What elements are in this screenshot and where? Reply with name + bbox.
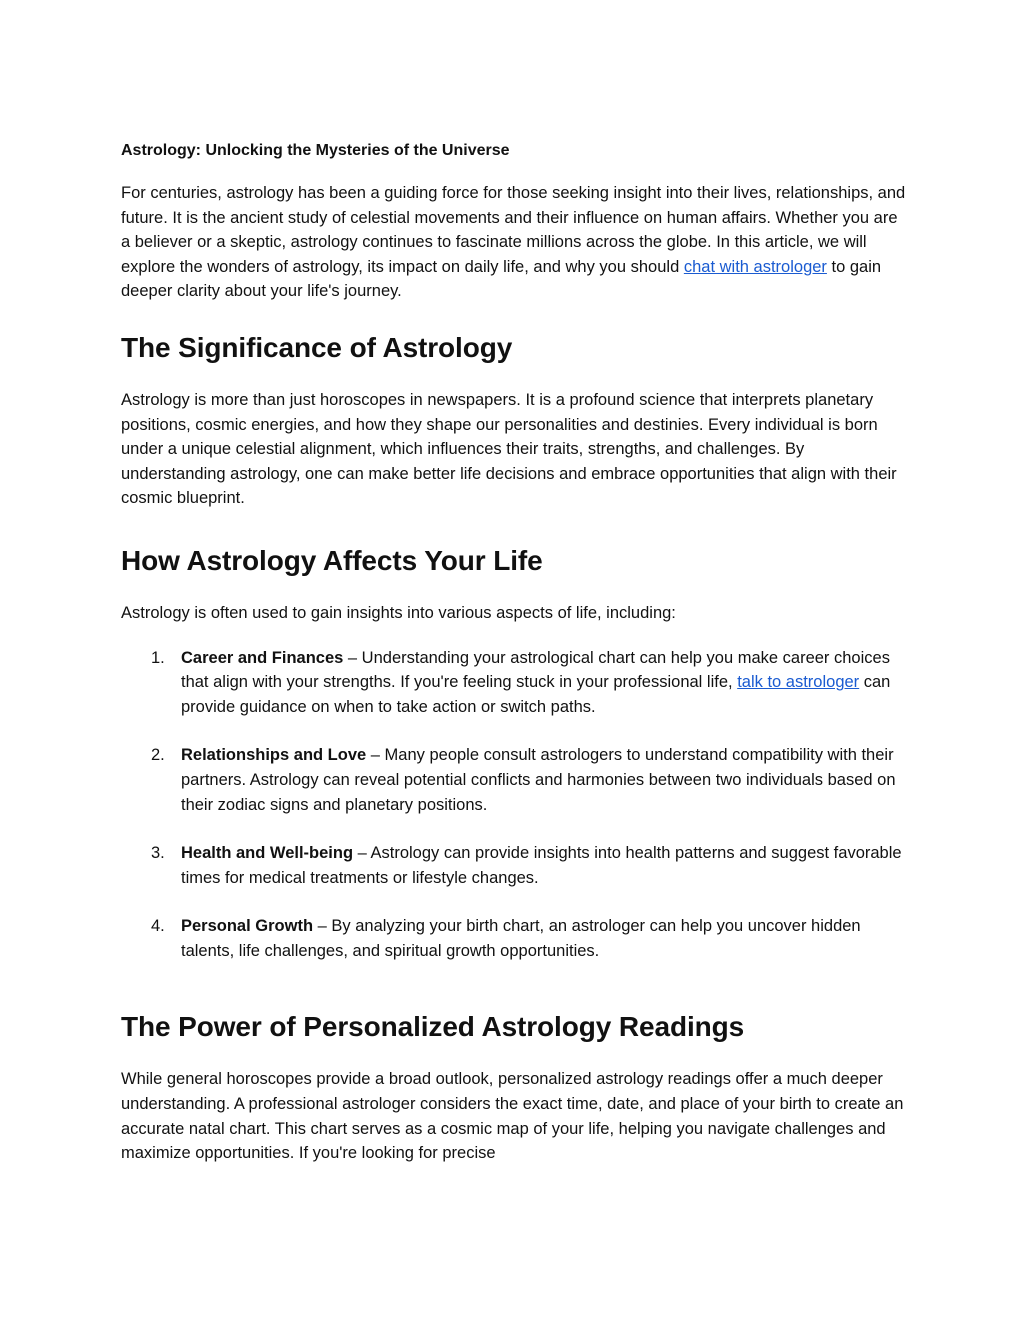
list-item-health — [121, 841, 911, 890]
list-item-number: 4. — [151, 917, 165, 936]
list-item-title: Career and Finances — [181, 648, 344, 667]
section-heading-affects: How Astrology Affects Your Life — [121, 544, 543, 576]
list-item-text: – Many people consult astrologers to understand compatibility with their partners. Astrology can reveal potential conflicts and harmonies between two individuals based on their zodiac signs and planetary positions. — [181, 746, 896, 814]
chat-with-astrologer-link[interactable]: chat with astrologer — [683, 257, 827, 276]
document-page — [121, 139, 911, 1166]
document-title: Astrology: Unlocking the Mysteries of the Universe — [121, 142, 510, 159]
list-item-relationships — [121, 743, 911, 817]
list-item-text: – Astrology can provide insights into health patterns and suggest favorable times for medical treatments or lifestyle changes. — [181, 844, 902, 887]
intro-paragraph — [121, 181, 911, 304]
life-aspects-list — [121, 646, 911, 964]
section-body-significance: Astrology is more than just horoscopes in newspapers. It is a profound science that interprets planetary positions, cosmic energies, and how they shape our personalities and destinies. Every individual is born under a unique celestial alignment, which influences their traits, strengths, and challenges. By understanding astrology, one can make better life decisions and embrace opportunities that align with their cosmic blueprint. — [121, 390, 897, 508]
list-item-title: Relationships and Love — [181, 746, 367, 765]
intro-text-after-link: to gain deeper clarity about your life's journey. — [121, 257, 882, 301]
list-item-growth — [121, 914, 911, 963]
list-item-text: – Understanding your astrological chart can help you make career choices that align with your strengths. If you're feeling stuck in your professional life, — [181, 648, 890, 692]
section-body-personalized: While general horoscopes provide a broad outlook, personalized astrology readings offer a much deeper understanding. A professional astrologer considers the exact time, date, and place of your birth to create an accurate natal chart. This chart serves as a cosmic map of your life, helping you navigate challenges and maximize opportunities. If you're looking for precise — [121, 1070, 904, 1163]
section-heading-significance: The Significance of Astrology — [121, 331, 513, 363]
list-item-number: 3. — [151, 844, 165, 863]
section-body-affects: Astrology is often used to gain insights into various aspects of life, including: — [121, 603, 676, 622]
list-item-number: 1. — [151, 648, 165, 667]
list-item-text-after-link: can provide guidance on when to take action or switch paths. — [181, 673, 891, 716]
talk-to-astrologer-link[interactable]: talk to astrologer — [737, 673, 860, 692]
list-item-text: – By analyzing your birth chart, an astrologer can help you uncover hidden talents, life challenges, and spiritual growth opportunities. — [181, 917, 861, 960]
list-item-title: Health and Well-being — [181, 844, 354, 863]
list-item-number: 2. — [151, 746, 165, 765]
intro-text-before-link: For centuries, astrology has been a guiding force for those seeking insight into their lives, relationships, and future. It is the ancient study of celestial movements and their influence on human affairs. Whether you are a believer or a skeptic, astrology continues to fascinate millions across the globe. In this article, we will explore the wonders of astrology, its impact on daily life, and why you should — [121, 184, 906, 276]
section-heading-personalized: The Power of Personalized Astrology Readings — [121, 1011, 745, 1043]
list-item-career — [121, 646, 911, 720]
list-item-title: Personal Growth — [181, 917, 314, 936]
